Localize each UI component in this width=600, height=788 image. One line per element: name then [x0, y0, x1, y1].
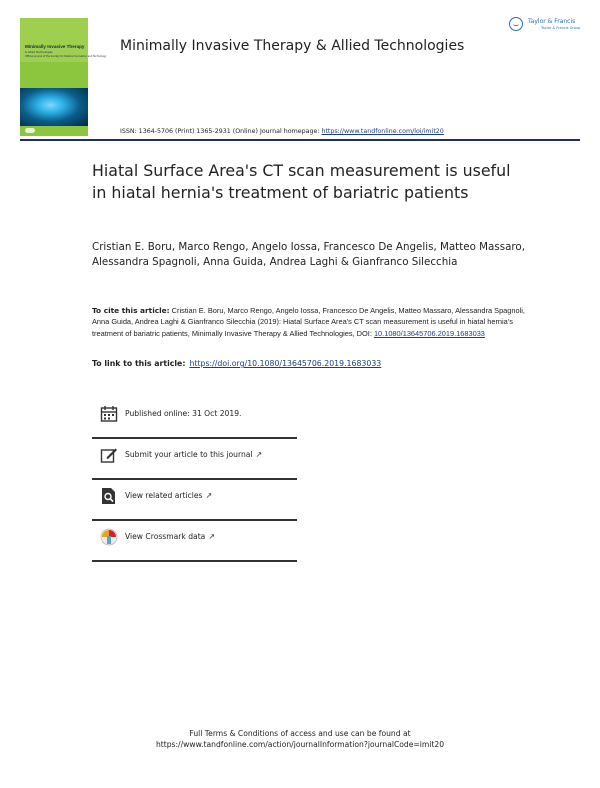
- cover-logo-icon: [25, 128, 35, 133]
- article-doi-link[interactable]: https://doi.org/10.1080/13645706.2019.1683033: [189, 359, 382, 368]
- crossmark-icon: [100, 528, 118, 546]
- journal-cover: [20, 18, 107, 136]
- published-row: [100, 405, 300, 427]
- published-date: Published online: 31 Oct 2019.: [125, 409, 242, 418]
- info-divider: [92, 519, 297, 521]
- citation-text: Cristian E. Boru, Marco Rengo, Angelo Iossa, Francesco De Angelis, Matteo Massaro, Alessandra Spagnoli, Anna Guida, Andrea Laghi & Gianfranco Silecchia (2019): Hiatal Surface Area's CT scan measurement is useful in hiatal hernia's treatment of bariatric patients, Minimally Invasive Therapy & Allied Technologies, DOI:: [92, 306, 525, 338]
- cover-image: [20, 88, 88, 126]
- external-link-icon: ↗: [205, 491, 213, 500]
- issn-line: [120, 128, 444, 135]
- related-articles-label: View related articles: [125, 491, 203, 500]
- cover-title: Minimally Invasive Therapy: [25, 44, 85, 49]
- publisher-logo[interactable]: [509, 16, 583, 36]
- cover-subtitle: & Allied Technologies: [25, 51, 53, 54]
- footer-terms-text: Full Terms & Conditions of access and use can be found at: [189, 729, 411, 738]
- crossmark-row[interactable]: [100, 528, 300, 550]
- edit-icon: [100, 446, 118, 464]
- external-link-icon: ↗: [208, 532, 216, 541]
- related-row[interactable]: [100, 487, 300, 509]
- crossmark-label: View Crossmark data: [125, 532, 206, 541]
- issn-text: ISSN: 1364-5706 (Print) 1365-2931 (Online) Journal homepage:: [120, 128, 322, 135]
- calendar-icon: [100, 405, 118, 423]
- article-link-label: To link to this article:: [92, 359, 186, 368]
- external-link-icon: ↗: [255, 450, 263, 459]
- related-articles-icon: [100, 487, 118, 505]
- cover-subtitle-2: Official journal of the Society for Medical Innovation and Technology: [25, 55, 107, 58]
- citation-doi-link[interactable]: 10.1080/13645706.2019.1683033: [373, 328, 485, 338]
- journal-homepage-link[interactable]: https://www.tandfonline.com/loi/imit20: [321, 128, 444, 135]
- submit-article-link[interactable]: [125, 450, 262, 459]
- article-authors: Cristian E. Boru, Marco Rengo, Angelo Iossa, Francesco De Angelis, Matteo Massaro, Alessandra Spagnoli, Anna Guida, Andrea Laghi & Gianfranco Silecchia: [92, 241, 525, 269]
- publisher-subname: Taylor & Francis Group: [541, 26, 581, 30]
- crossmark-link[interactable]: [125, 532, 215, 541]
- info-divider: [92, 437, 297, 439]
- article-link-line: [92, 359, 381, 368]
- submit-row[interactable]: [100, 446, 300, 468]
- journal-title: Minimally Invasive Therapy & Allied Technologies: [120, 38, 465, 54]
- footer-terms-link[interactable]: https://www.tandfonline.com/action/journalInformation?journalCode=imit20: [155, 740, 445, 749]
- publisher-logo-icon: [509, 17, 523, 31]
- citation-label: To cite this article:: [92, 306, 170, 315]
- info-divider: [92, 478, 297, 480]
- related-articles-link[interactable]: [125, 491, 212, 500]
- article-title: Hiatal Surface Area's CT scan measurement is useful in hiatal hernia's treatment of bariatric patients: [92, 161, 511, 202]
- publisher-name: Taylor & Francis: [528, 18, 576, 25]
- citation-block: [92, 305, 532, 339]
- footer: [0, 728, 600, 750]
- submit-article-label: Submit your article to this journal: [125, 450, 253, 459]
- info-divider: [92, 560, 297, 562]
- header-divider: [20, 139, 580, 141]
